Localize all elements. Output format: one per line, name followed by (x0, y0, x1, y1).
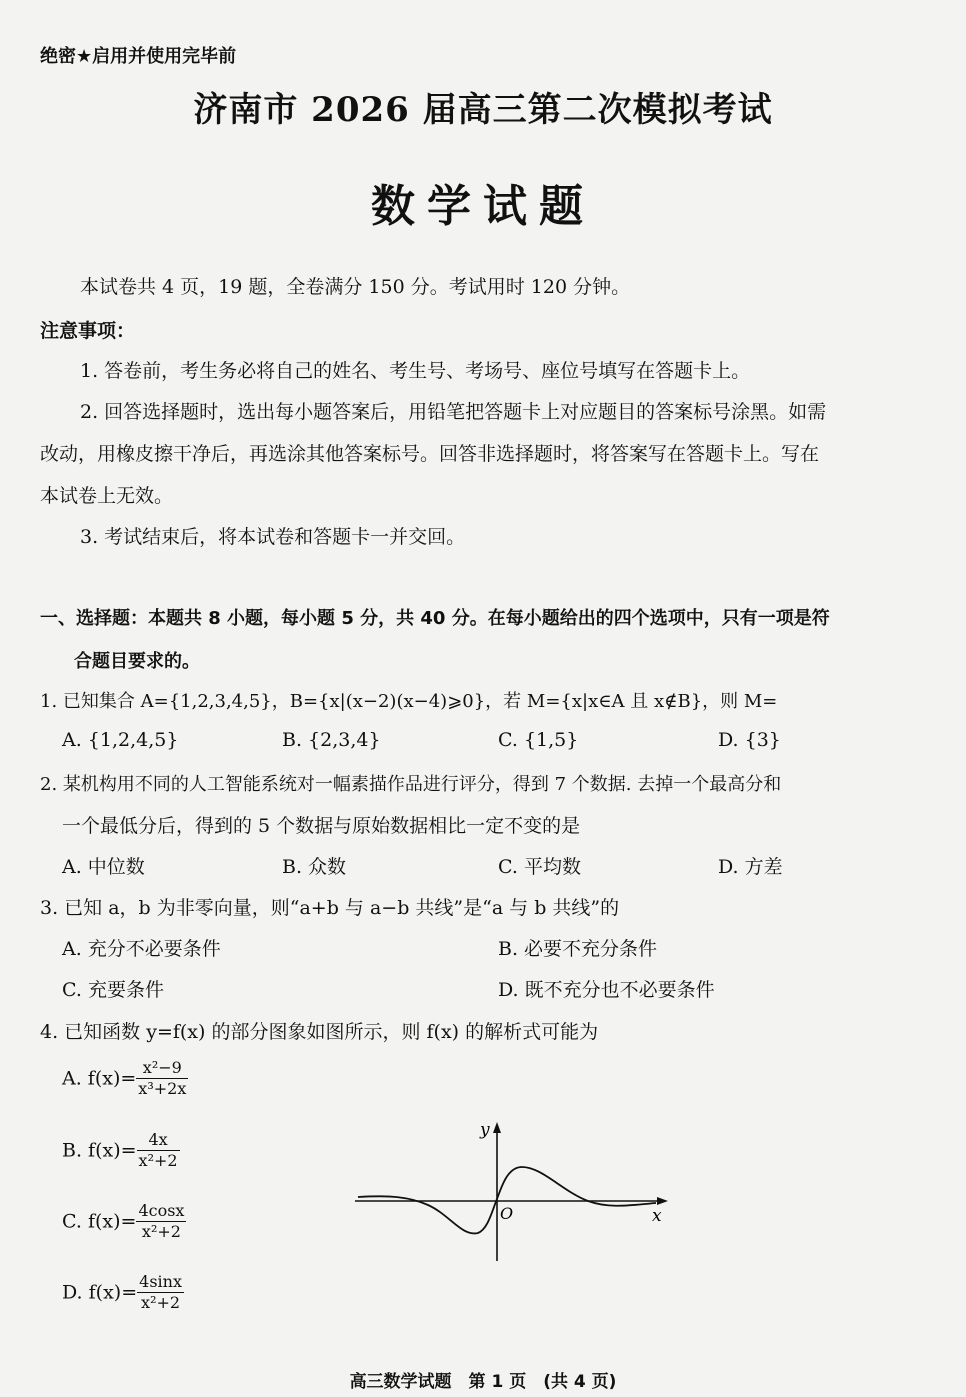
q1-stem: 1. 已知集合 A={1,2,3,4,5}，B={x|(x−2)(x−4)⩾0}，若 M={x|x∈A 且 x∉B}，则 M= (40, 691, 778, 712)
note-2-line3: 本试卷上无效。 (40, 485, 174, 507)
q4-option-c-denominator: x²+2 (141, 1222, 181, 1241)
q4-option-d-fraction (137, 1272, 184, 1313)
note-3: 3. 考试结束后，将本试卷和答题卡一并交回。 (80, 526, 466, 548)
q4-option-d-numerator: 4sinx (139, 1272, 182, 1291)
q4-option-a (62, 1058, 188, 1099)
q3-option-a: A. 充分不必要条件 (62, 938, 221, 960)
q3-option-d: D. 既不充分也不必要条件 (498, 979, 715, 1001)
q3-option-b: B. 必要不充分条件 (498, 938, 658, 960)
q2-option-c: C. 平均数 (498, 856, 581, 878)
q4-option-d-denominator: x²+2 (141, 1293, 181, 1312)
q4-option-c-numerator: 4cosx (138, 1201, 185, 1220)
section1-heading-line1: 一、选择题：本题共 8 小题，每小题 5 分，共 40 分。在每小题给出的四个选项中，只有一项是符 (40, 608, 830, 629)
note-2-line2: 改动，用橡皮擦干净后，再选涂其他答案标号。回答非选择题时，将答案写在答题卡上。写在 (40, 443, 820, 465)
confidential-notice: 绝密★启用并使用完毕前 (40, 46, 237, 67)
q4-option-a-denominator: x³+2x (138, 1079, 187, 1098)
q2-stem-line2: 一个最低分后，得到的 5 个数据与原始数据相比一定不变的是 (62, 815, 581, 837)
intro-text: 本试卷共 4 页，19 题，全卷满分 150 分。考试用时 120 分钟。 (80, 276, 631, 298)
q4-option-c-fraction (136, 1201, 186, 1242)
notes-heading: 注意事项： (40, 320, 136, 342)
q3-option-c: C. 充要条件 (62, 979, 164, 1001)
q4-option-a-label: A. f(x)= (62, 1067, 137, 1090)
x-axis-label: x (652, 1206, 662, 1226)
page-footer: 高三数学试题 第 1 页 (共 4 页) (349, 1372, 617, 1392)
q2-option-d: D. 方差 (718, 856, 783, 878)
note-1: 1. 答卷前，考生务必将自己的姓名、考生号、考场号、座位号填写在答题卡上。 (80, 360, 751, 382)
exam-title: 济南市 2026 届高三第二次模拟考试 (193, 90, 773, 130)
section1-heading-line2: 合题目要求的。 (74, 651, 200, 672)
q4-option-a-fraction (136, 1058, 188, 1099)
q1-option-c: C. {1,5} (498, 729, 579, 751)
q4-option-d-label: D. f(x)= (62, 1281, 138, 1304)
q4-option-b-numerator: 4x (137, 1130, 180, 1151)
q4-function-graph (350, 1115, 680, 1265)
q3-stem: 3. 已知 a，b 为非零向量，则“a+b 与 a−b 共线”是“a 与 b 共线”的 (40, 897, 620, 919)
q4-stem: 4. 已知函数 y=f(x) 的部分图象如图所示，则 f(x) 的解析式可能为 (40, 1021, 599, 1043)
subject-title: 数学试题 (371, 181, 595, 232)
q1-option-a: A. {1,2,4,5} (62, 729, 179, 751)
q2-option-a: A. 中位数 (62, 856, 145, 878)
y-axis-arrow (493, 1122, 501, 1133)
q4-option-b (62, 1130, 180, 1171)
y-axis-label: y (480, 1120, 490, 1140)
q2-stem-line1: 2. 某机构用不同的人工智能系统对一幅素描作品进行评分，得到 7 个数据. 去掉一个最高分和 (40, 774, 782, 795)
q1-option-d: D. {3} (718, 729, 781, 751)
note-2-line1: 2. 回答选择题时，选出每小题答案后，用铅笔把答题卡上对应题目的答案标号涂黑。如需 (80, 401, 827, 423)
q2-option-b: B. 众数 (282, 856, 347, 878)
q4-option-b-fraction (137, 1130, 180, 1171)
q4-option-b-denominator: x²+2 (138, 1151, 178, 1170)
origin-label: O (500, 1204, 514, 1223)
q4-option-d (62, 1272, 184, 1313)
q1-option-b: B. {2,3,4} (282, 729, 381, 751)
q4-option-a-numerator: x²−9 (136, 1058, 188, 1079)
q4-option-c-label: C. f(x)= (62, 1210, 137, 1233)
x-axis-arrow (657, 1197, 668, 1205)
q4-option-c (62, 1201, 186, 1242)
q4-option-b-label: B. f(x)= (62, 1139, 137, 1162)
